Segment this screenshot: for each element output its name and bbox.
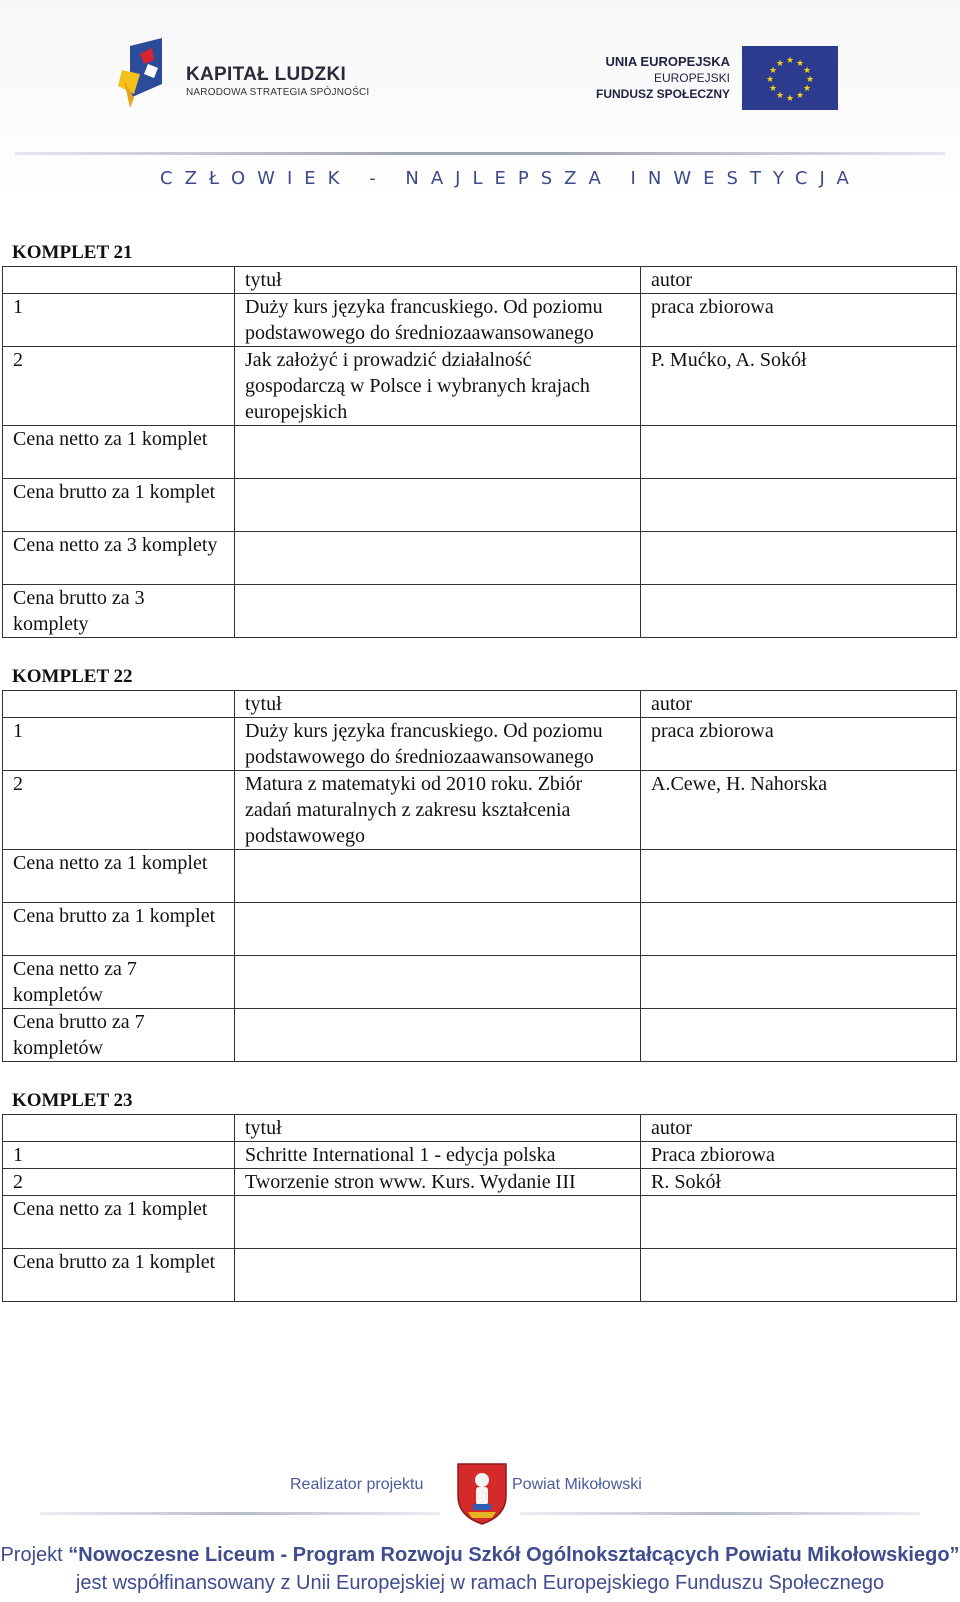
set-table	[2, 266, 957, 638]
header-cell-number	[3, 691, 235, 718]
price-value-cell	[235, 1249, 641, 1302]
row-title: Duży kurs języka francuskiego. Od poziomu podstawowego do średniozaawansowanego	[235, 294, 641, 347]
price-value-cell	[235, 585, 641, 638]
svg-text:★: ★	[785, 56, 795, 66]
row-author: A.Cewe, H. Nahorska	[641, 771, 957, 850]
svg-text:★: ★	[802, 84, 812, 94]
set-heading: KOMPLET 22	[12, 666, 133, 687]
realizator-label: Realizator projektu	[290, 1476, 424, 1493]
row-title: Matura z matematyki od 2010 roku. Zbiór zadań maturalnych z zakresu kształcenia podstawowego	[235, 771, 641, 850]
set-heading: KOMPLET 23	[12, 1090, 133, 1111]
header-cell-title: tytuł	[235, 267, 641, 294]
price-value-cell	[235, 532, 641, 585]
table-row	[3, 347, 957, 426]
price-value-cell	[235, 850, 641, 903]
header-divider	[15, 152, 945, 155]
price-extra-cell	[641, 1196, 957, 1249]
price-label: Cena netto za 1 komplet	[3, 850, 235, 903]
price-row	[3, 850, 957, 903]
svg-text:★: ★	[775, 91, 785, 101]
row-title: Tworzenie stron www. Kurs. Wydanie III	[235, 1169, 641, 1196]
price-row	[3, 426, 957, 479]
price-row	[3, 1009, 957, 1062]
table-header-row	[3, 691, 957, 718]
price-row	[3, 585, 957, 638]
table-header-row	[3, 1115, 957, 1142]
eu-label-line2: EUROPEJSKI	[653, 71, 730, 85]
set-table	[2, 690, 957, 1062]
row-number: 2	[3, 347, 235, 426]
set-heading: KOMPLET 21	[12, 242, 133, 263]
row-title: Jak założyć i prowadzić działalność gospodarczą w Polsce i wybranych krajach europejskich	[235, 347, 641, 426]
price-label: Cena brutto za 3 komplety	[3, 585, 235, 638]
slogan: CZŁOWIEK - NAJLEPSZA INWESTYCJA	[160, 168, 861, 189]
row-author: praca zbiorowa	[641, 294, 957, 347]
svg-text:★: ★	[795, 59, 805, 69]
header-cell-number	[3, 267, 235, 294]
price-extra-cell	[641, 532, 957, 585]
table-row	[3, 718, 957, 771]
price-label: Cena brutto za 1 komplet	[3, 479, 235, 532]
price-label: Cena netto za 1 komplet	[3, 1196, 235, 1249]
page-footer	[0, 1460, 960, 1602]
svg-text:★: ★	[795, 91, 805, 101]
header-cell-title: tytuł	[235, 691, 641, 718]
price-value-cell	[235, 1196, 641, 1249]
row-author: P. Mućko, A. Sokół	[641, 347, 957, 426]
row-number: 2	[3, 1169, 235, 1196]
price-extra-cell	[641, 426, 957, 479]
svg-text:★: ★	[768, 84, 778, 94]
price-label: Cena brutto za 1 komplet	[3, 1249, 235, 1302]
row-title: Duży kurs języka francuskiego. Od poziomu podstawowego do średniozaawansowanego	[235, 718, 641, 771]
set-table	[2, 1114, 957, 1302]
price-row	[3, 532, 957, 585]
table-header-row	[3, 267, 957, 294]
kapital-ludzki-title: KAPITAŁ LUDZKI	[186, 64, 347, 85]
header-cell-title: tytuł	[235, 1115, 641, 1142]
table-row	[3, 771, 957, 850]
price-value-cell	[235, 479, 641, 532]
price-row	[3, 956, 957, 1009]
svg-text:★: ★	[768, 66, 778, 76]
powiat-crest-icon	[456, 1460, 508, 1526]
project-title-line	[0, 1544, 960, 1567]
project-name: “Nowoczesne Liceum - Program Rozwoju Szkół Ogólnokształcących Powiatu Mikołowskiego”	[68, 1544, 960, 1566]
price-row	[3, 1249, 957, 1302]
row-number: 2	[3, 771, 235, 850]
row-author: Praca zbiorowa	[641, 1142, 957, 1169]
svg-text:★: ★	[765, 75, 775, 85]
price-label: Cena netto za 3 komplety	[3, 532, 235, 585]
table-row	[3, 1142, 957, 1169]
header-cell-author: autor	[641, 267, 957, 294]
row-number: 1	[3, 1142, 235, 1169]
price-label: Cena brutto za 7 kompletów	[3, 1009, 235, 1062]
eu-label-line3: FUNDUSZ SPOŁECZNY	[595, 87, 730, 101]
eu-label-line1: UNIA EUROPEJSKA	[605, 54, 730, 69]
svg-text:★: ★	[805, 75, 815, 85]
svg-text:★: ★	[775, 59, 785, 69]
document-content	[0, 240, 960, 1302]
svg-text:★: ★	[802, 66, 812, 76]
price-extra-cell	[641, 1249, 957, 1302]
price-value-cell	[235, 426, 641, 479]
kapital-ludzki-logo-icon	[118, 38, 178, 116]
price-extra-cell	[641, 903, 957, 956]
footer-divider-left	[40, 1512, 440, 1515]
price-label: Cena brutto za 1 komplet	[3, 903, 235, 956]
price-value-cell	[235, 956, 641, 1009]
price-extra-cell	[641, 585, 957, 638]
price-extra-cell	[641, 956, 957, 1009]
row-number: 1	[3, 294, 235, 347]
price-extra-cell	[641, 1009, 957, 1062]
eu-flag-icon	[742, 46, 838, 110]
row-number: 1	[3, 718, 235, 771]
row-title: Schritte International 1 - edycja polska	[235, 1142, 641, 1169]
eu-label	[596, 54, 730, 102]
price-extra-cell	[641, 479, 957, 532]
project-prefix: Projekt	[0, 1544, 69, 1566]
row-author: praca zbiorowa	[641, 718, 957, 771]
price-value-cell	[235, 903, 641, 956]
svg-text:★: ★	[785, 94, 795, 104]
price-row	[3, 479, 957, 532]
row-author: R. Sokół	[641, 1169, 957, 1196]
price-value-cell	[235, 1009, 641, 1062]
table-row	[3, 1169, 957, 1196]
page-header	[0, 0, 960, 200]
price-label: Cena netto za 7 kompletów	[3, 956, 235, 1009]
header-cell-number	[3, 1115, 235, 1142]
price-row	[3, 1196, 957, 1249]
kapital-ludzki-subtitle: NARODOWA STRATEGIA SPÓJNOŚCI	[186, 87, 370, 98]
table-row	[3, 294, 957, 347]
price-row	[3, 903, 957, 956]
cofinancing-line: jest współfinansowany z Unii Europejskiej w ramach Europejskiego Funduszu Społecznego	[75, 1572, 885, 1594]
header-cell-author: autor	[641, 1115, 957, 1142]
header-cell-author: autor	[641, 691, 957, 718]
price-label: Cena netto za 1 komplet	[3, 426, 235, 479]
footer-divider-right	[520, 1512, 920, 1515]
powiat-label: Powiat Mikołowski	[512, 1476, 642, 1493]
price-extra-cell	[641, 850, 957, 903]
